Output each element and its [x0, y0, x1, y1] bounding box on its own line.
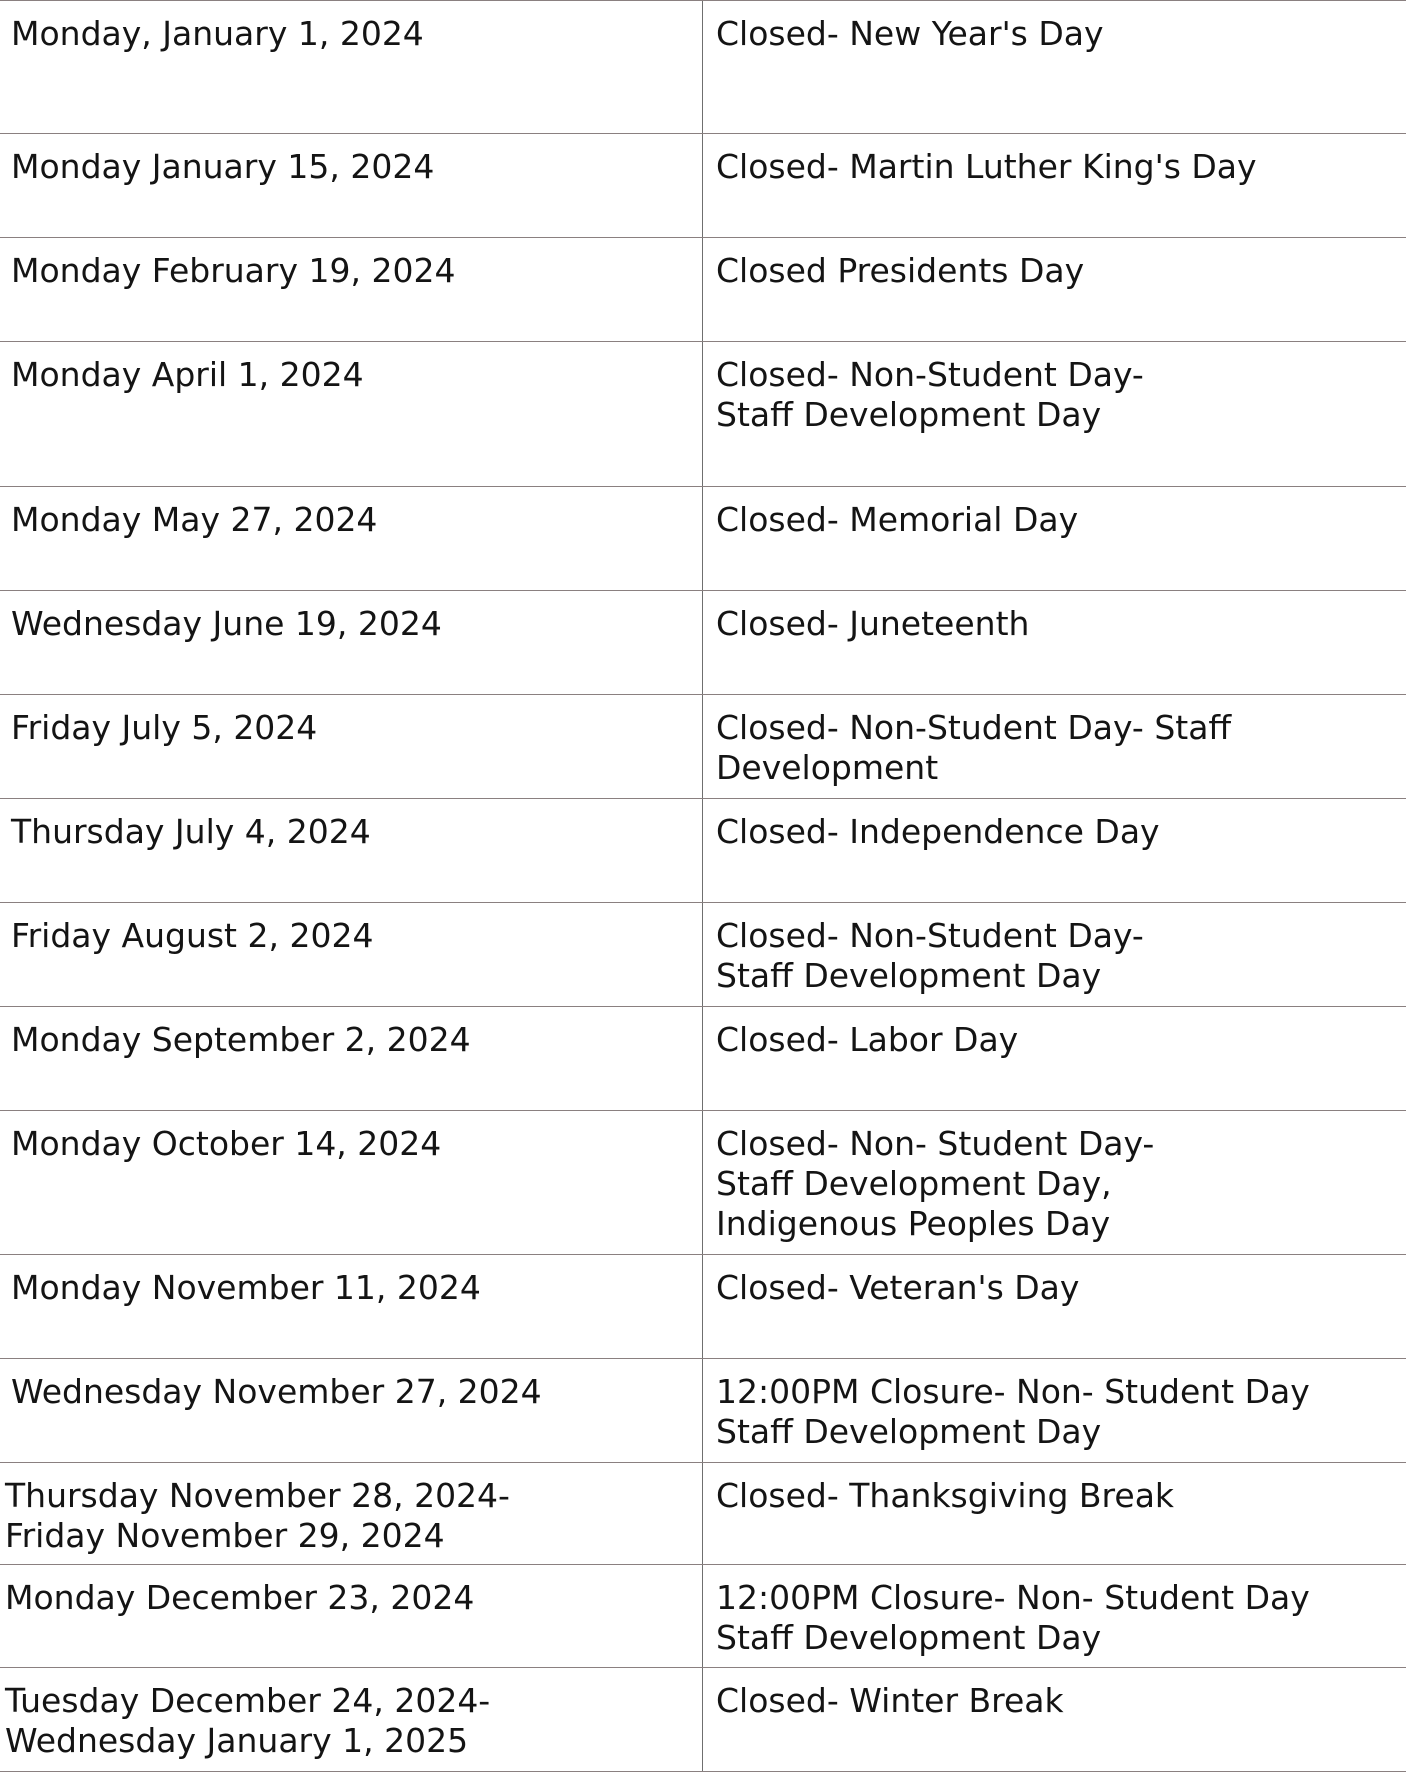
table-row [0, 903, 1406, 1007]
table-row [0, 591, 1406, 695]
description-cell: 12:00PM Closure- Non- Student Day Staff Development Day [716, 1578, 1310, 1657]
date-cell: Monday December 23, 2024 [0, 1565, 703, 1667]
table-row [0, 1, 1406, 134]
description-cell: Closed- Non-Student Day- Staff Development Day [716, 355, 1144, 434]
description-cell: Closed- Memorial Day [716, 500, 1079, 539]
date-cell: Monday April 1, 2024 [0, 342, 703, 486]
table-row [0, 1255, 1406, 1359]
table-row [0, 1668, 1406, 1772]
date-cell: Friday July 5, 2024 [0, 695, 703, 798]
description-cell: Closed- Winter Break [716, 1681, 1064, 1720]
date-cell: Thursday July 4, 2024 [0, 799, 703, 902]
date-cell: Monday January 15, 2024 [0, 134, 703, 237]
table-row [0, 487, 1406, 591]
description-cell: Closed- Non- Student Day- Staff Development Day, Indigenous Peoples Day [716, 1124, 1155, 1243]
table-row [0, 695, 1406, 799]
description-cell: Closed- Martin Luther King's Day [716, 147, 1257, 186]
table-row [0, 134, 1406, 238]
description-cell: Closed- Independence Day [716, 812, 1160, 851]
description-cell: Closed- Veteran's Day [716, 1268, 1080, 1307]
table-row [0, 799, 1406, 903]
date-cell: Monday February 19, 2024 [0, 238, 703, 341]
table-row [0, 238, 1406, 342]
table-row [0, 1565, 1406, 1668]
description-cell: Closed- Labor Day [716, 1020, 1019, 1059]
table-row [0, 1007, 1406, 1111]
description-cell: Closed- Non-Student Day- Staff Development [716, 708, 1232, 787]
description-cell: 12:00PM Closure- Non- Student Day Staff Development Day [716, 1372, 1310, 1451]
description-cell: Closed- Thanksgiving Break [716, 1476, 1175, 1515]
date-cell: Wednesday November 27, 2024 [0, 1359, 703, 1462]
description-cell: Closed- New Year's Day [716, 14, 1104, 53]
date-cell: Friday August 2, 2024 [0, 903, 703, 1006]
description-cell: Closed Presidents Day [716, 251, 1085, 290]
table-row [0, 1463, 1406, 1565]
date-cell: Monday October 14, 2024 [0, 1111, 703, 1254]
date-cell: Monday, January 1, 2024 [0, 1, 703, 133]
table-row [0, 342, 1406, 487]
table-row [0, 1111, 1406, 1255]
date-cell: Monday November 11, 2024 [0, 1255, 703, 1358]
date-cell: Thursday November 28, 2024- Friday November 29, 2024 [0, 1463, 703, 1564]
table-row [0, 1359, 1406, 1463]
date-cell: Tuesday December 24, 2024- Wednesday January 1, 2025 [0, 1668, 703, 1771]
date-cell: Monday September 2, 2024 [0, 1007, 703, 1110]
date-cell: Wednesday June 19, 2024 [0, 591, 703, 694]
date-cell: Monday May 27, 2024 [0, 487, 703, 590]
description-cell: Closed- Juneteenth [716, 604, 1030, 643]
description-cell: Closed- Non-Student Day- Staff Development Day [716, 916, 1144, 995]
